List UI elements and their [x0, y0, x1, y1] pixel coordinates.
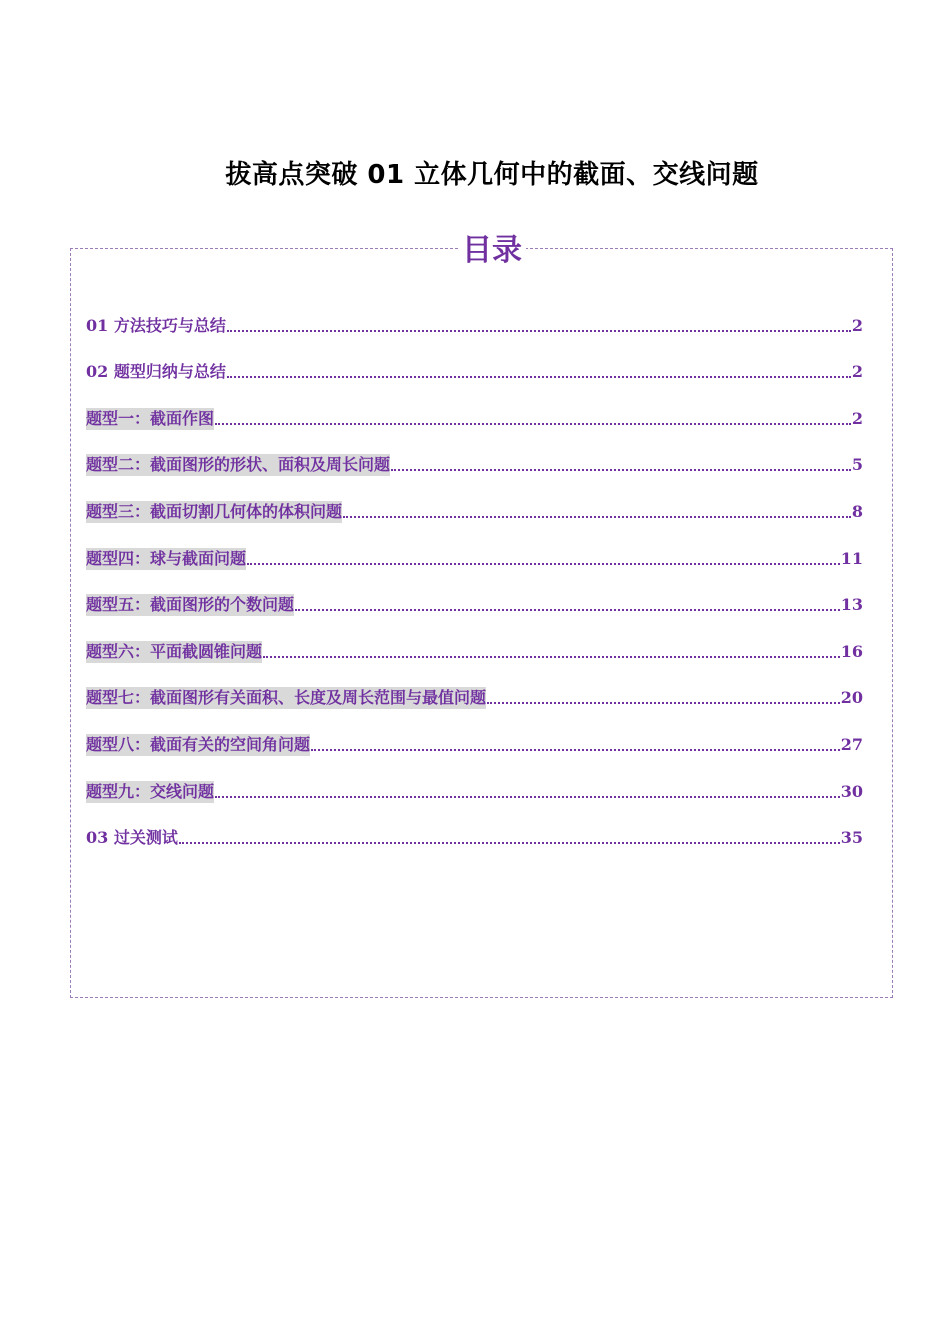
- toc-entry-type-7[interactable]: [86, 663, 863, 710]
- toc-leader-dots: [391, 469, 851, 471]
- toc-leader-dots: [179, 842, 840, 844]
- toc-entry-page: 11: [840, 548, 863, 568]
- toc-entry-label: 题型五：截面图形的个数问题: [86, 595, 295, 615]
- toc-entry-label: 题型一：截面作图: [86, 408, 215, 428]
- toc-entry-type-summary[interactable]: [86, 337, 863, 384]
- toc-entry-type-2[interactable]: [86, 430, 863, 477]
- toc-entry-methods-summary[interactable]: [86, 290, 863, 337]
- toc-leader-dots: [227, 376, 851, 378]
- toc-entry-page: 20: [840, 688, 863, 708]
- toc-entry-page: 16: [840, 641, 863, 661]
- toc-entry-label: 题型六：平面截圆锥问题: [86, 641, 263, 661]
- toc-entry-type-9[interactable]: [86, 756, 863, 803]
- toc-leader-dots: [227, 330, 851, 332]
- toc-leader-dots: [295, 609, 840, 611]
- toc-entry-page: 13: [840, 595, 863, 615]
- toc-entry-page: 5: [851, 455, 863, 475]
- toc-entry-label: 03 过关测试: [86, 828, 178, 848]
- toc-entry-final-test[interactable]: [86, 803, 863, 850]
- toc-leader-dots: [215, 796, 840, 798]
- toc-entry-type-4[interactable]: [86, 523, 863, 570]
- toc-entry-page: 2: [851, 315, 863, 335]
- toc-leader-dots: [263, 656, 840, 658]
- toc-leader-dots: [343, 516, 851, 518]
- toc-entry-label: 题型四：球与截面问题: [86, 548, 247, 568]
- toc-entry-label: 02 题型归纳与总结: [86, 362, 226, 382]
- toc-entry-type-1[interactable]: [86, 383, 863, 430]
- toc-leader-dots: [247, 563, 840, 565]
- toc-entry-page: 2: [851, 408, 863, 428]
- toc-leader-dots: [215, 423, 851, 425]
- toc-entry-label: 题型三：截面切割几何体的体积问题: [86, 501, 343, 521]
- toc-entry-page: 2: [851, 362, 863, 382]
- toc-entry-page: 27: [840, 734, 863, 754]
- document-title: 拔高点突破 01 立体几何中的截面、交线问题: [225, 160, 759, 190]
- toc-list: [86, 290, 863, 849]
- toc-entry-label: 题型八：截面有关的空间角问题: [86, 734, 311, 754]
- toc-entry-label: 01 方法技巧与总结: [86, 315, 226, 335]
- toc-entry-type-6[interactable]: [86, 616, 863, 663]
- toc-heading: [0, 229, 950, 273]
- toc-entry-type-3[interactable]: [86, 476, 863, 523]
- toc-entry-label: 题型九：交线问题: [86, 781, 215, 801]
- toc-leader-dots: [487, 702, 840, 704]
- toc-entry-page: 30: [840, 781, 863, 801]
- toc-entry-label: 题型七：截面图形有关面积、长度及周长范围与最值问题: [86, 688, 487, 708]
- toc-entry-page: 8: [851, 501, 863, 521]
- toc-leader-dots: [311, 749, 840, 751]
- toc-entry-type-8[interactable]: [86, 709, 863, 756]
- toc-entry-page: 35: [840, 828, 863, 848]
- toc-entry-label: 题型二：截面图形的形状、面积及周长问题: [86, 455, 391, 475]
- toc-entry-type-5[interactable]: [86, 570, 863, 617]
- toc-heading-text: 目录: [458, 233, 526, 268]
